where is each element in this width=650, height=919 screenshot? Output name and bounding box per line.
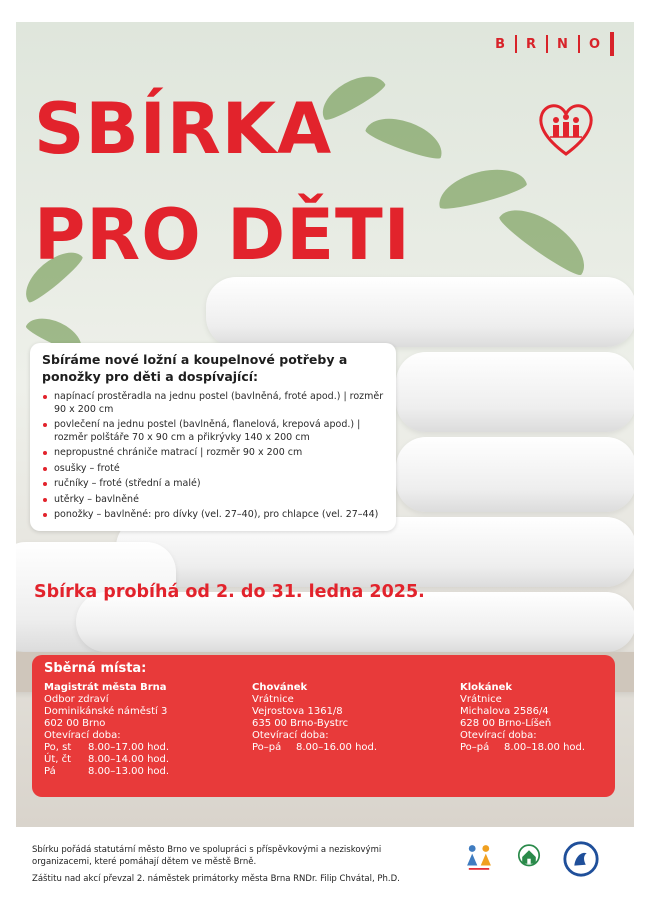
place-name: Chovánek <box>252 682 308 693</box>
place-line: 628 00 Brno-Líšeň <box>460 718 552 729</box>
towel <box>206 277 634 347</box>
place-klokanek <box>460 682 585 754</box>
brno-letter: O <box>588 36 601 52</box>
hours-days: Po–pá <box>460 742 490 753</box>
brno-letter: R <box>526 36 538 52</box>
place-magistrat <box>44 682 169 778</box>
list-item: utěrky – bavlněné <box>42 494 384 507</box>
footer-line: organizacemi, které pomáhají dětem ve městě Brně. <box>32 857 257 867</box>
hours-days: Po, st <box>44 742 72 753</box>
patronage-note: Záštitu nad akcí převzal 2. náměstek primátorky města Brna RNDr. Filip Chvátal, Ph.D. <box>32 874 400 884</box>
place-chovanek <box>252 682 377 754</box>
place-line: Otevírací doba: <box>44 730 121 741</box>
klokanek-logo-icon <box>562 840 600 878</box>
collection-points-panel <box>32 655 615 797</box>
place-line: Otevírací doba: <box>252 730 329 741</box>
divider <box>610 32 614 56</box>
hours-days: Po–pá <box>252 742 282 753</box>
title-line-2: PRO DĚTI <box>34 194 411 276</box>
opening-hours <box>44 742 169 778</box>
collection-title: Sběrná místa: <box>44 661 147 676</box>
hours-time: 8.00–16.00 hod. <box>296 742 378 753</box>
brno-letter: B <box>495 36 507 52</box>
place-line: Vejrostova 1361/8 <box>252 706 343 717</box>
towel <box>396 437 634 512</box>
place-line: Michalova 2586/4 <box>460 706 549 717</box>
brno-letter: N <box>557 36 569 52</box>
title-line-1: SBÍRKA <box>34 88 333 170</box>
hours-time: 8.00–13.00 hod. <box>88 766 170 777</box>
footer-line: Sbírku pořádá statutární město Brno ve spolupráci s příspěvkovými a neziskovými <box>32 845 382 855</box>
place-line: Otevírací doba: <box>460 730 537 741</box>
list-item: osušky – froté <box>42 463 384 476</box>
brno-logo <box>486 32 614 56</box>
items-heading: Sbíráme nové ložní a koupelnové potřeby a ponožky pro děti a dospívající: <box>42 352 348 384</box>
hours-time: 8.00–14.00 hod. <box>88 754 170 765</box>
list-item: nepropustné chrániče matrací | rozměr 90 x 200 cm <box>42 447 384 460</box>
place-name: Klokánek <box>460 682 512 693</box>
list-item: povlečení na jednu postel (bavlněná, flanelová, krepová apod.) | rozměr polštáře 70 x 90 cm a přikrývky 140 x 200 cm <box>42 419 384 444</box>
items-panel <box>30 343 396 531</box>
place-line: Vrátnice <box>460 694 502 705</box>
place-line: Dominikánské náměstí 3 <box>44 706 168 717</box>
heart-family-icon <box>536 100 596 158</box>
organizer-note <box>32 844 381 868</box>
plant-leaf <box>496 196 596 280</box>
place-name: Magistrát města Brna <box>44 682 167 693</box>
place-line: Odbor zdraví <box>44 694 109 705</box>
children-logo-icon <box>462 840 496 874</box>
hours-time: 8.00–17.00 hod. <box>88 742 170 753</box>
list-item: ručníky – froté (střední a malé) <box>42 478 384 491</box>
list-item: ponožky – bavlněné: pro dívky (vel. 27–40), pro chlapce (vel. 27–44) <box>42 509 384 522</box>
opening-hours <box>460 742 585 754</box>
list-item: napínací prostěradla na jednu postel (bavlněná, froté apod.) | rozměr 90 x 200 cm <box>42 391 384 416</box>
towel <box>396 352 634 432</box>
items-list <box>42 391 384 522</box>
collection-dates: Sbírka probíhá od 2. do 31. ledna 2025. <box>34 582 425 602</box>
place-line: 602 00 Brno <box>44 718 106 729</box>
childrens-home-logo-icon <box>512 840 546 874</box>
place-line: 635 00 Brno-Bystrc <box>252 718 349 729</box>
place-line: Vrátnice <box>252 694 294 705</box>
hours-days: Pá <box>44 766 56 777</box>
hours-time: 8.00–18.00 hod. <box>504 742 586 753</box>
plant-leaf <box>364 109 449 163</box>
plant-leaf <box>434 161 529 213</box>
opening-hours <box>252 742 377 754</box>
hours-days: Út, čt <box>44 754 72 765</box>
